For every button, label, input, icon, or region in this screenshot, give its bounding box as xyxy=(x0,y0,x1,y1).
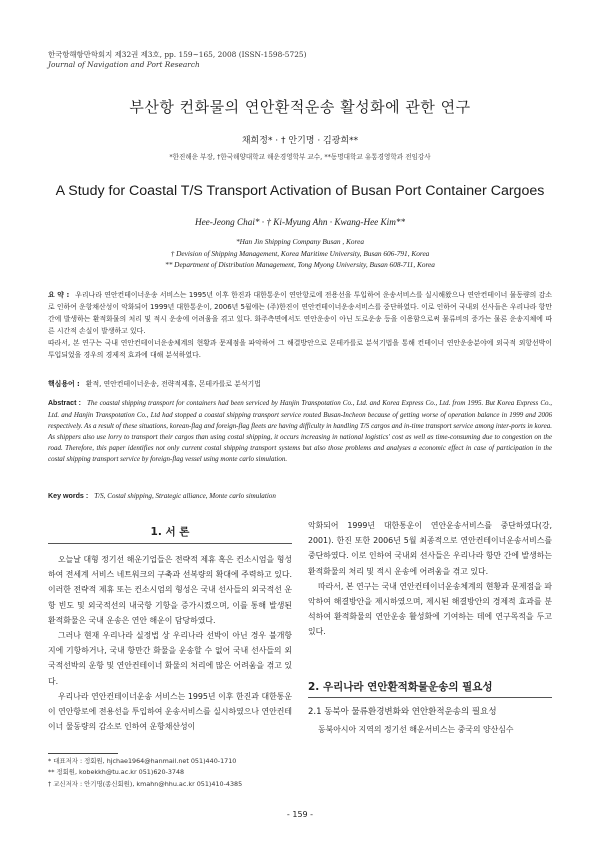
korean-affiliation: *한진해운 부장, †한국해양대학교 해운경영학부 교수, **동명대학교 유통경영학과 전임강사 xyxy=(169,153,431,161)
page-number: - 159 - xyxy=(286,810,314,819)
paragraph: 그러나 현재 우리나라 실정법 상 우리나라 선박이 아닌 경우 불개항지에 기항하거나, 국내 항만간 화물을 운송할 수 없어 국내 선사들의 외국적선박의 운항 및 연안컨테이너 화물의 처리에 많은 어려움을 겪고 있다. xyxy=(48,631,292,686)
section-underline xyxy=(308,697,552,698)
abstract-label: Abstract : xyxy=(48,400,81,407)
korean-abstract-para1: 요 약 : 우리나라 연안컨테이너운송 서비스는 1995년 이후 한진과 대한통운이 연안항로에 전용선을 투입하여 운송서비스를 실시해왔으나 연안컨테이너 물동량의 감소로 인하여 운항채산성이 악화되어 1999년 대한통운이, 2006년 5월에는 (주)한진이 연안컨테이너운송서비스를 중단하였다. 이로 인하여 국내외 선사들은 우리나라 항만간에 발생하는 환적화물의 처리 및 적시 운송에 어려움을 겪고 있다. 화주측면에서도 연안운송이 아닌 도로운송 등을 이용함으로써 물류비의 증가는 물론 운송지체에 따른 시간적 손실이 발생하고 있다. xyxy=(48,291,552,335)
paragraph: 따라서, 본 연구는 국내 연안컨테이너운송체계의 현황과 문제점을 파악하여 해결방안을 제시하였으며, 제시된 해결방안의 경제적 효과를 분석하여 환적화물의 연안운송 활성화에 기여하는 데에 연구목적을 두고 있다. xyxy=(308,581,552,637)
korean-authors: 채희정* · † 안기명 · 김광희** xyxy=(241,136,359,146)
footnote-rule xyxy=(48,753,118,754)
footnote: † 교신저자 : 안기명(종신회원), kmahn@hhu.ac.kr 051)410-4385 xyxy=(48,779,243,788)
korean-title: 부산항 컨화물의 연안환적운송 활성화에 관한 연구 xyxy=(129,98,471,116)
english-title: A Study for Coastal T/S Transport Activation of Busan Port Container Cargoes xyxy=(55,183,545,199)
journal-citation: 한국항해항만학회지 제32권 제3호, pp. 159~165, 2008 (ISSN-1598-5725) xyxy=(48,50,307,59)
abstract-label: 요 약 : xyxy=(48,291,70,299)
paragraph: 오늘날 대형 정기선 해운기업들은 전략적 제휴 혹은 컨소시엄을 형성하여 전세계 서비스 네트워크의 구축과 선복량의 확대에 주력하고 있다. 이러한 전략적 제휴 또는 컨소시엄의 형성은 국내 선사들의 외국적선 운항 빈도 및 외국적선의 내국항 기항을 증가시켰으며, 이를 통해 발생된 환적화물은 국내 운송은 연안 해운이 담당하였다. xyxy=(48,555,292,625)
footnote: * 대표저자 : 정회원, hjchae1964@hanmail.net 051)440-1710 xyxy=(48,757,237,765)
keywords-label: 핵심용어 : xyxy=(48,380,80,388)
right-column-body xyxy=(308,518,552,640)
korean-keywords: 핵심용어 : 환적, 연안컨테이너운송, 전략적제휴, 몬테카를로 분석기법 xyxy=(48,380,261,388)
english-authors: Hee-Jeong Chai* · † Ki-Myung Ahn · Kwang-Hee Kim** xyxy=(194,217,406,227)
paragraph: 우리나라 연안컨테이너운송 서비스는 1995년 이후 한진과 대한통운이 연안항로에 전용선을 투입하여 운송서비스를 실시하였으나 연안컨테이너 물동량의 감소로 인하여 운항채산성이 xyxy=(48,691,292,732)
affiliation-line: *Han Jin Shipping Company Busan , Korea xyxy=(235,237,365,246)
journal-name: Journal of Navigation and Port Research xyxy=(48,60,200,69)
subsection-2-1-heading: 2.1 동북아 물류환경변화와 연안환적운송의 필요성 xyxy=(308,707,497,717)
left-column-body xyxy=(48,552,292,734)
paragraph: 동북아시아 지역의 정기선 해운서비스는 중국의 양산심수 xyxy=(318,725,514,734)
english-abstract: Abstract : The coastal shipping transport for containers had been serviced by Hanjin Transpotation Co., Ltd. and Korea Express Co., Ltd. from 1995. But Korea Express Co., Ltd. and Hanjin Transpotation Co., Ltd had stopped a coastal shipping transport service routed Busan-Incheon because of getting worse of operation balance in 1999 and 2006 respectively. As a result of these situations, korean-flag and foreign-flag fleets are having difficulty in handling T/S cargos and in-time transport service among inter-ports in korea. As shippers also use lorry to transport their cargos than using costal shipping, it occurs increasing in national logistics' cost as well as time-consuming due to congestion on the road. Therefore, this paper identifies not only current costal shipping transport systems but also those problems and analyses a economic effect in case of participation in the costal shipping transport service by foreign-flag vessel using monte carlo simulation. xyxy=(48,399,552,463)
english-affiliations xyxy=(0,236,600,271)
keywords-label: Key words : xyxy=(48,492,89,500)
paragraph: 악화되어 1999년 대한통운이 연안운송서비스를 중단하였다(강, 2001). 한진 또한 2006년 5월 최종적으로 연안컨테이너운송서비스를 중단하였다. 이로 인하여 국내외 선사들은 우리나라 항만 간에 발생하는 환적화물의 처리 및 적시 운송에 어려움을 겪고 있다. xyxy=(308,521,552,576)
footnote: ** 정회원, kobekkh@tu.ac.kr 051)620-3748 xyxy=(48,768,185,777)
section-1-heading: 1. 서 론 xyxy=(150,526,190,538)
section-underline xyxy=(48,543,292,544)
footnotes xyxy=(48,756,292,790)
korean-abstract xyxy=(48,290,552,361)
korean-abstract-para2: 따라서, 본 연구는 국내 연안컨테이너운송체계의 현황과 문제점을 파악하여 그 해결방안으로 몬테카를로 분석기법을 통해 컨테이너 연안운송분야에 외국적 외항선박이 투입되었을 경우의 경제적 효과에 대해 분석하였다. xyxy=(48,338,552,359)
english-keywords: Key words : T/S, Costal shipping, Strategic alliance, Monte carlo simulation xyxy=(48,492,276,500)
affiliation-line: † Devision of Shipping Management, Korea Maritime University, Busan 606-791, Korea xyxy=(170,248,430,258)
journal-header xyxy=(48,50,307,70)
section-2-heading: 2. 우리나라 연안환적화물운송의 필요성 xyxy=(308,681,493,693)
affiliation-line: ** Department of Distribution Management, Tong Myong University, Busan 608-711, Korea xyxy=(165,260,435,269)
right-column-body-2 xyxy=(308,722,552,737)
